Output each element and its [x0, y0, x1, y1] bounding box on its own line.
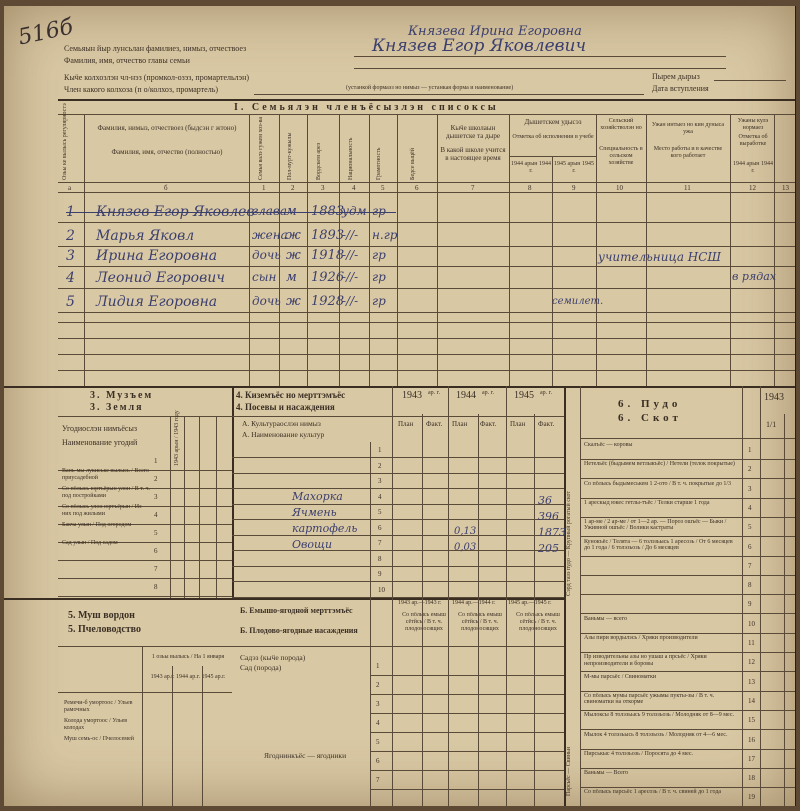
sec6-item: Нетельёс (быдымем ветлыкъёс) / Нетели (телок покрытые): [584, 461, 735, 468]
col-b-header-udm: Фамилия, нимыз, отчествоез (быдсэн г жтоно): [97, 124, 237, 132]
sec6-item: М-мы парсьёс / Свиноматки: [584, 673, 657, 680]
sec6-rule: [580, 438, 796, 439]
sec4-col: [534, 414, 535, 598]
row-sex: ж: [286, 294, 301, 309]
sec5-h1: 1 озьы вылысь / На 1 января: [151, 654, 225, 660]
colnum-13: 13: [782, 184, 789, 192]
row-sex: м: [286, 270, 297, 285]
row-name: Ирина Егоровна: [96, 248, 218, 264]
sec6-row-rule: [580, 517, 796, 518]
col-line: [84, 114, 85, 386]
crop-fact: 36: [538, 494, 552, 507]
sec3-col: [170, 416, 171, 598]
crop-plan: 0,13: [454, 526, 477, 537]
row-relation: глава: [252, 204, 287, 218]
sec5-title-udm: 5. Муш вордон: [68, 610, 135, 621]
plan-1944: План: [452, 420, 468, 428]
sec6-item: Кунокъёс / Телята — 6 толэзьысь 1 аресозь / От 6 месяцев до 1 года / 6 толэзьозь / До 6 месяцев: [584, 538, 733, 551]
sec4-col: [370, 442, 371, 598]
sec6-col: [760, 386, 761, 806]
row-sex: ж: [286, 228, 301, 243]
sec3-row-number: 7: [154, 565, 158, 573]
row-number: 3: [66, 248, 75, 264]
row-literacy: гр: [372, 248, 386, 262]
strike-line: [66, 212, 396, 213]
table1-rule: [58, 182, 796, 183]
sec6-row-number: 8: [748, 581, 752, 590]
row-relation: дочь: [252, 248, 281, 262]
col-line: [397, 114, 398, 386]
sec3-row-number: 6: [154, 547, 158, 555]
col-line: [437, 114, 438, 386]
row-nationality: удм: [342, 204, 367, 218]
sec5-h2: 1943 ар.г. 1944 ар.г. 1945 ар.г.: [150, 674, 226, 680]
col-line: [730, 114, 731, 386]
sec4-row-number: 4: [378, 492, 382, 501]
secB-sub1: Со пӧлысь емыш сётйсь / В т. ч. плодоносящих: [402, 612, 446, 632]
table1-bottom: [4, 386, 796, 388]
row-nationality: -//-: [342, 270, 359, 284]
sec6-row-rule: [580, 556, 796, 557]
header-rule: [714, 80, 786, 81]
col-line: [249, 114, 250, 386]
sec6-row-rule: [580, 498, 796, 499]
sec6-row-rule: [580, 710, 796, 711]
col-3-header: Вордскем арез: [316, 142, 322, 180]
sec3-row-number: 3: [154, 493, 158, 501]
sec6-row-rule: [580, 768, 796, 769]
sec6-row-rule: [580, 459, 796, 460]
row-rule: [58, 288, 796, 289]
row-literacy: гр: [372, 204, 386, 218]
col-9-year: 1945 арын 1945 г.: [554, 161, 594, 174]
colnum-1: 1: [262, 184, 266, 192]
sec4-row-rule: [232, 488, 564, 489]
archive-stamp: 516б: [16, 14, 76, 51]
secB-title-ru: Б. Плодово-ягодные насаждения: [240, 626, 358, 635]
secB-row-number: 3: [376, 700, 380, 708]
secB-row-number: 6: [376, 757, 380, 765]
header-line4b: (устанкой формаэз но нимыз — устанкая форма и наименование): [346, 85, 514, 91]
secB-sub3: Со пӧлысь емыш сётйсь / В т. ч. плодоносящих: [516, 612, 560, 632]
fact-1944: Факт.: [480, 420, 497, 428]
row-rule-empty: [58, 354, 796, 355]
colnum-5: 5: [381, 184, 385, 192]
sec3-year-h: 1943 арын / 1943 году: [174, 410, 180, 466]
sec3-col: [216, 416, 217, 598]
sec6-row-number: 16: [748, 735, 755, 744]
sec6-row-number: 4: [748, 503, 752, 512]
header-rule: [354, 56, 726, 57]
sec4-ar2: ар. г.: [482, 390, 494, 396]
row4-service: в рядах: [732, 270, 776, 283]
sec4-row-number: 1: [378, 446, 382, 454]
secB-col: [478, 598, 479, 806]
col-5-header: Грамотность: [376, 147, 382, 180]
row-name: Лидия Егоровна: [96, 294, 218, 310]
sec3-row-rule: [58, 596, 232, 597]
sec5-title-ru: 5. Пчеловодство: [68, 624, 142, 635]
secB-yag: Ягоднинкъёс — ягодники: [264, 751, 347, 760]
sec6-item: Мылок 4 толэзьысь 8 толэзьозь / Молодняк от 4—6 мес.: [584, 731, 728, 738]
sec6-item: Азы пири вордылэсь / Хряки производители: [584, 635, 698, 641]
sec3-row-number: 4: [154, 511, 158, 519]
sec6-row-number: 5: [748, 523, 752, 532]
sec6-item: Ваньмы — Всего: [584, 770, 629, 777]
col-a-header: Озьы ке вылысь регулярностэ: [62, 103, 68, 180]
sec3-col: [184, 416, 185, 598]
sec6-row-number: 17: [748, 754, 755, 763]
colnum-8: 8: [528, 184, 532, 192]
secB-col: [534, 598, 535, 806]
sec4-row-number: 6: [378, 523, 382, 532]
col-2-header: Пол-мурт-кужылы: [287, 132, 293, 180]
col-10-header-ru: Специальность в сельском хозяйстве: [599, 146, 643, 166]
row3-workplace: учительница НСШ: [598, 250, 722, 264]
sec4-row-rule: [232, 473, 564, 474]
sec6-row-number: 14: [748, 696, 755, 705]
header-rule: [354, 68, 726, 69]
row-year: 1883: [311, 204, 345, 219]
sec5-col: [202, 666, 203, 806]
census-form-sheet: [4, 6, 796, 806]
sec6-item: Скалъёс — коровы: [584, 442, 633, 448]
row-nationality: -//-: [342, 248, 359, 262]
secB-col: [422, 598, 423, 806]
secB-row-number: 4: [376, 719, 380, 727]
fact-1943: Факт.: [426, 420, 443, 428]
sec4-row-number: 9: [378, 570, 382, 578]
sec6-row-number: 9: [748, 600, 752, 609]
sec6-item: Ваньмы — всего: [584, 615, 627, 622]
crop-name: картофель: [292, 522, 358, 535]
row-rule-empty: [58, 338, 796, 339]
row-relation: дочь: [252, 294, 281, 308]
table1-rule: [58, 114, 796, 115]
col-12-header-udm: Ужаны кулэ нормаез: [737, 118, 769, 131]
col-line: [307, 114, 308, 386]
row-rule-empty: [58, 322, 796, 323]
sec6-row-rule: [580, 633, 796, 634]
row-rule-empty: [58, 370, 796, 371]
sec6-year: 1943: [764, 392, 784, 403]
sec6-item: Мылоксы 8 толэзьысь 9 толэзьозь / Молодняк от 8—9 мес.: [584, 712, 734, 719]
sec6-row-rule: [580, 729, 796, 730]
colnum-2: 2: [291, 184, 295, 192]
sec4-row-number: 2: [378, 461, 382, 470]
sec3-item: Вань-мы лукиське вылысь / Всего приусадебной: [62, 468, 150, 481]
secB-col: [392, 598, 393, 806]
row-relation: сын: [252, 270, 277, 284]
row-literacy: н.гр: [372, 228, 398, 242]
row-year: 1893: [311, 228, 345, 243]
sec3-row-number: 2: [154, 475, 158, 483]
sec4-row-rule: [232, 457, 564, 458]
sec4-col: [478, 414, 479, 598]
secB-col: [506, 598, 507, 806]
secB-sad2: Сад (порода): [240, 663, 282, 672]
sec6-row-number: 11: [748, 639, 755, 647]
col-8-header-ru: Отметка об исполнении в учебе: [512, 134, 594, 140]
sec6-row-rule: [580, 536, 796, 537]
sec6-row-number: 3: [748, 484, 752, 493]
sec4-row-rule: [232, 581, 564, 582]
secB-col1944: 1944 ар.—1944 г.: [452, 600, 496, 606]
sec4-col: [422, 414, 423, 598]
sec4-h2: А. Наименование культур: [242, 430, 325, 439]
sec6-item: Пр изводительны азы но ушаш а прсьёс / Хряки непроизводители и боровы: [584, 654, 707, 667]
row-name: Леонид Егорович: [96, 270, 225, 286]
header-right1: Пырем дырыз: [652, 72, 700, 81]
row-number: 1: [66, 204, 75, 220]
sec6-row-rule: [580, 575, 796, 576]
plan-1945: План: [510, 420, 526, 428]
row-nationality: -//-: [342, 294, 359, 308]
col-7-header-ru: В какой школе учится в настоящее время: [440, 146, 506, 163]
secB-row-number: 7: [376, 776, 380, 784]
section1-title: I. Семьялэн членъёсызлэн списоксы: [234, 102, 499, 113]
sec3-rule: [58, 416, 564, 417]
header-line2: Фамилия, имя, отчество главы семьи: [64, 56, 190, 65]
col-6-header: Бедсе выцёй: [410, 148, 416, 180]
crop-name: Ячмень: [292, 506, 337, 519]
sec6-row-number: 6: [748, 542, 752, 551]
sec6-row-number: 18: [748, 774, 755, 783]
row-year: 1928: [311, 294, 345, 309]
sec3-h1: Угодиослэн нимъёсыз: [62, 424, 138, 433]
sec4-row-rule: [232, 519, 564, 520]
row-rule: [58, 246, 796, 247]
col-line: [552, 156, 553, 386]
col-8-header-udm: Дышетскем удысэз: [524, 118, 582, 126]
secB-col: [448, 598, 449, 806]
plan-1943: План: [398, 420, 414, 428]
col-line: [596, 114, 597, 386]
col-line: [774, 114, 775, 386]
secB-row-number: 5: [376, 738, 380, 746]
colnum-4: 4: [352, 184, 356, 192]
row-rule: [58, 312, 796, 313]
sec6-item: Со пӧлысь быдымеськем 1 2-ото / В т. ч. покрытые до 1/3: [584, 480, 732, 487]
sec6-side-cattle: Сэрд тазэ пудо — Крупный рогатый скот: [566, 490, 572, 596]
handwritten-head-name: Князев Егор Яковлевич: [372, 36, 587, 56]
row-literacy: гр: [372, 294, 386, 308]
sec3-item: Со пӧлысь юртъёрын улон / В т. ч. под постройками: [62, 486, 150, 499]
row-name: Князев Егор Яковлев: [96, 204, 255, 220]
colnum-b: б: [164, 184, 168, 192]
sec6-row-number: 19: [748, 793, 755, 802]
crop-fact: 1873: [538, 526, 566, 539]
secB-col1945: 1945 ар.—1945 г.: [508, 600, 552, 606]
sec3-h2: Наименование угодий: [62, 438, 138, 447]
row-year: 1926: [311, 270, 345, 285]
sec3-row-rule: [58, 578, 232, 579]
row-sex: м: [286, 204, 297, 219]
sec6-row-number: 7: [748, 561, 752, 570]
sec4-row-rule: [232, 566, 564, 567]
crop-fact: 396: [538, 510, 559, 523]
row-rule: [58, 266, 796, 267]
secB-title-udm: Б. Емышо-ягодной мерттэмъёс: [240, 606, 353, 615]
sec5-item2: Колода умортоос / Ульев колодах: [64, 718, 128, 731]
sec6-row-rule: [580, 652, 796, 653]
secB-sub2: Со пӧлысь емыш сётйсь / В т. ч. плодоносящих: [458, 612, 502, 632]
sec3-item: Со пӧлысь улон юртъёрын / Из них под жилыми: [62, 504, 142, 517]
sec3-item: Бакча улын / Под огородом: [62, 522, 132, 528]
sec5-rule: [58, 646, 232, 647]
sec4-row-rule: [232, 550, 564, 551]
fact-1945: Факт.: [538, 420, 555, 428]
sec6-row-rule: [580, 749, 796, 750]
col-10-header-udm: Сельский хозяйстволэн но: [600, 118, 642, 131]
row-number: 4: [66, 270, 75, 286]
sec6-title-ru: 6. Скот: [618, 412, 682, 424]
colnum-a: а: [68, 184, 72, 192]
header-right2: Дата вступления: [652, 84, 709, 93]
sec4-row-rule: [232, 535, 564, 536]
secB-row-number: 1: [376, 662, 380, 670]
sec6-row-rule: [580, 671, 796, 672]
table1-rule: [58, 192, 796, 193]
page-edge: [795, 6, 796, 806]
sec6-col: [742, 386, 743, 806]
crop-name: Овощи: [292, 538, 333, 551]
col-b-header-ru: Фамилия, имя, отчество (полностью): [111, 148, 223, 156]
sec4-ar1: ар. г.: [428, 390, 440, 396]
col-11-header-ru: Место работы и в качестве кого работает: [653, 146, 723, 159]
sec3-col: [199, 416, 200, 598]
sec4-ar3: ар. г.: [540, 390, 552, 396]
col-8-rule: [509, 156, 596, 157]
secB-col: [370, 598, 371, 806]
sec6-col-b: 1/1: [766, 420, 777, 429]
sec6-row-number: 10: [748, 619, 755, 628]
sec6-col: [784, 414, 785, 806]
secB-col1943: 1943 ар.—1943 г.: [398, 600, 442, 606]
sec6-row-number: 13: [748, 677, 755, 686]
header-line4: Член какого колхоза (п о/колхоз, промартель): [64, 85, 218, 94]
sec5-item3: Муш семь-ос / Пчелосемей: [64, 736, 134, 742]
sec6-col: [580, 386, 581, 806]
crop-plan: 0,03: [454, 542, 477, 553]
sec6-item: 1 арескыд юкес гетлы-тъёс / Телки старше 1 года: [584, 499, 710, 506]
col-8-year: 1944 арын 1944 г.: [511, 161, 551, 174]
col-line: [509, 114, 510, 386]
row5-school: семилет.: [552, 296, 604, 307]
col-7-header-udm: Кыӵе школаын дышетске та дыре: [446, 124, 500, 141]
handwritten-head-top: Князева Ирина Егоровна: [408, 24, 582, 39]
row-literacy: гр: [372, 270, 386, 284]
sec3-row-rule: [58, 560, 232, 561]
col-12-year: 1944 арын 1944 г.: [733, 161, 773, 174]
col-12-header-ru: Отметка об выработке: [738, 134, 768, 147]
crop-fact: 205: [538, 542, 559, 555]
sec3-row-number: 1: [154, 457, 158, 465]
sec6-row-number: 15: [748, 716, 755, 725]
secB-row-number: 2: [376, 681, 380, 689]
sec6-row-rule: [580, 613, 796, 614]
secB-sad1: Садэз (кыӵе порода): [240, 653, 306, 662]
row-number: 2: [66, 228, 75, 244]
colnum-9: 9: [572, 184, 576, 192]
sec4-y1943: 1943: [402, 390, 422, 401]
row-year: 1918: [311, 248, 345, 263]
sec4-row-rule: [232, 504, 564, 505]
sec6-row-number: 2: [748, 465, 752, 474]
sec3-item: Сад улын / Под садом: [62, 540, 118, 546]
row-rule: [58, 222, 796, 223]
sec6-item: Пирськыс 4 толэзьозь / Поросята до 4 мес.: [584, 750, 694, 757]
sec5-col: [142, 646, 143, 806]
sec6-row-rule: [580, 787, 796, 788]
sec6-title-udm: 6. Пудо: [618, 398, 682, 410]
header-line1: Семьяын йыр лунсьлан фамилиез, нимыз, отчествоез: [64, 44, 247, 53]
sec4-h1: А. Культураослэн нимыз: [242, 419, 321, 428]
colnum-3: 3: [321, 184, 325, 192]
colnum-6: 6: [415, 184, 419, 192]
sec4-row-number: 10: [378, 585, 385, 594]
row-relation: жена: [252, 228, 288, 242]
col-11-header-udm: Ужан интыез но кин дуныса ужа: [651, 122, 725, 135]
colnum-12: 12: [749, 184, 756, 192]
sec5-item1: Ремечи-б умортоос / Ульев рамочных: [64, 700, 133, 713]
sec6-row-rule: [580, 691, 796, 692]
sec6-row-number: 1: [748, 446, 752, 454]
sec6-row-rule: [580, 594, 796, 595]
sec3-row-number: 8: [154, 583, 158, 591]
colnum-7: 7: [471, 184, 475, 192]
sec4-row-number: 3: [378, 477, 382, 485]
section3-title-udm: 3. Музъем: [90, 390, 154, 401]
row-sex: ж: [286, 248, 301, 263]
sec6-row-number: 12: [748, 658, 755, 667]
sec4-row-number: 7: [378, 539, 382, 547]
sec6-row-rule: [580, 478, 796, 479]
table1-top: [58, 99, 796, 101]
sec6-item: 1 ар-ме / 2 ар-ме / от 1—2 ар. — Пороз ошъёс — Быки / Уживной ошъёс / Волики кастраты: [584, 519, 727, 532]
sec5-rule: [58, 692, 232, 693]
sec4-y1944: 1944: [456, 390, 476, 401]
sec4-row-number: 8: [378, 554, 382, 563]
colnum-11: 11: [684, 184, 691, 192]
row-name: Марья Яковл: [96, 228, 195, 244]
secB-rule: [232, 646, 564, 647]
sec4-row-number: 5: [378, 508, 382, 516]
header-line3: Кыӵе колхозлэн чл-нэз (промкол-озэз, промартельлэн): [64, 73, 250, 82]
sec6-side-pigs: Парсьёс — Свиньи: [566, 747, 572, 796]
sec3-row-number: 5: [154, 529, 158, 537]
sec4-y1945: 1945: [514, 390, 534, 401]
header-rule: [254, 94, 644, 95]
section4-title-ru: 4. Посевы и насаждения: [236, 402, 335, 412]
sec6-item: Со пӧлысь парсьёс 1 аресозь / В т. ч. свиней до 1 года: [584, 789, 722, 796]
section3-title-ru: 3. Земля: [90, 402, 144, 413]
sec5-col: [172, 666, 173, 806]
row-number: 5: [66, 294, 75, 310]
col-1-header: Семья валэ гужем хоз-ва: [258, 116, 264, 180]
section4-title-udm: 4. Киземъёс но мерттэмъёс: [236, 390, 346, 400]
row-nationality: -//-: [342, 228, 359, 242]
sec6-item: Со пӧлысь мумы парсьёс ужымы пукты-зы / В т. ч. свиноматки на откорме: [584, 692, 715, 706]
crop-name: Махорка: [292, 490, 343, 503]
colnum-10: 10: [616, 184, 623, 192]
col-line: [369, 114, 370, 386]
col-4-header: Национальность: [348, 137, 354, 180]
